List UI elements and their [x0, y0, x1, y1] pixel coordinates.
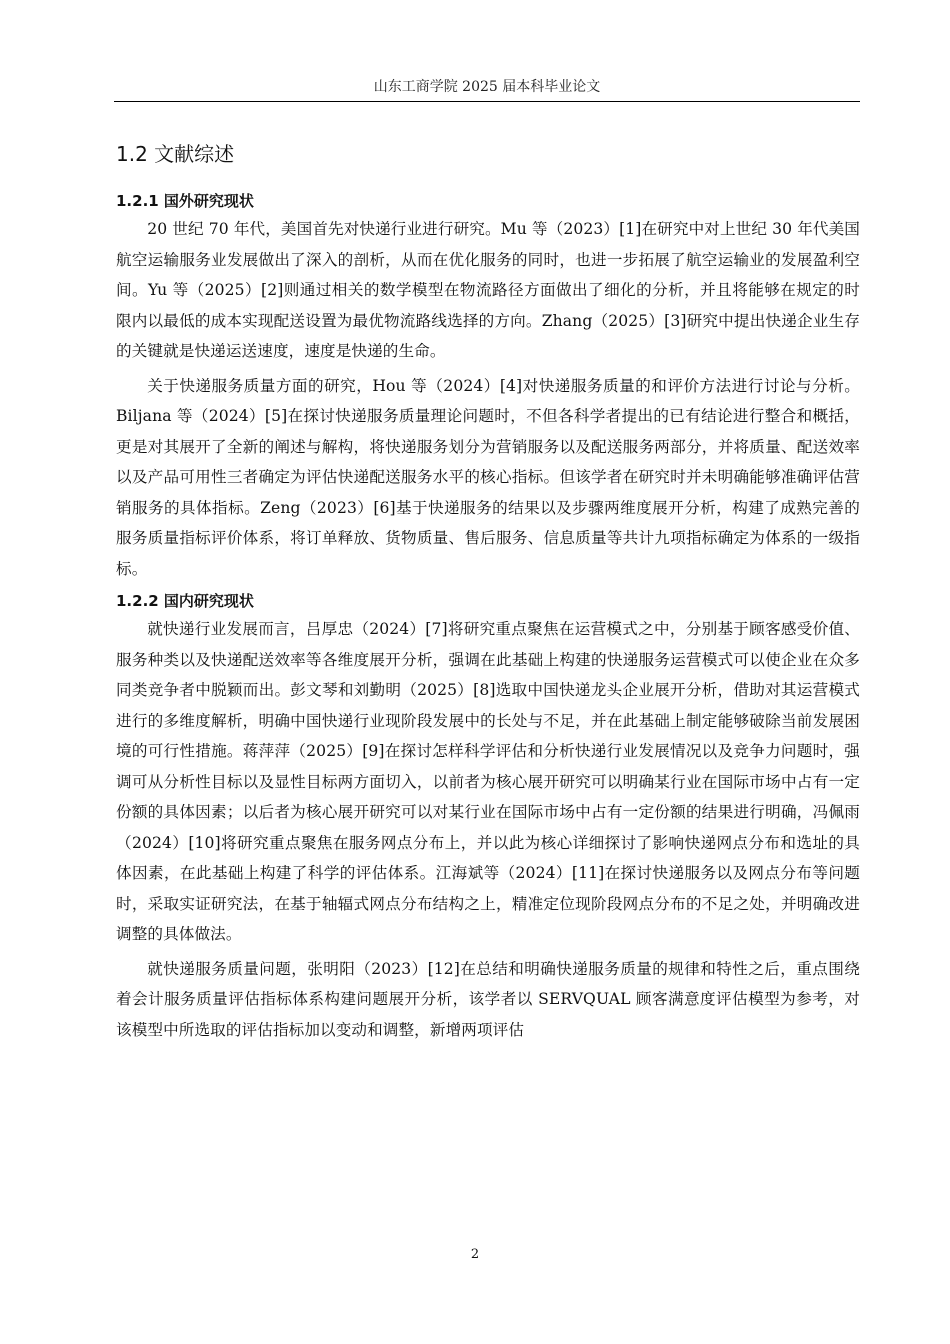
- paragraph: 关于快递服务质量方面的研究，Hou 等（2024）[4]对快递服务质量的和评价方法进行讨论与分析。Biljana 等（2024）[5]在探讨快递服务质量理论问题时，不但各科学者提出的已有结论进行整合和概括，更是对其展开了全新的阐述与解构，将快递服务划分为营销服务以及配送服务两部分，并将质量、配送效率以及产品可用性三者确定为评估快递配送服务水平的核心指标。但该学者在研究时并未明确能够准确评估营销服务的具体指标。Zeng（2023）[6]基于快递服务的结果以及步骤两维度展开分析，构建了成熟完善的服务质量指标评价体系，将订单释放、货物质量、售后服务、信息质量等共计九项指标确定为体系的一级指标。: [116, 376, 860, 578]
- subsection-title-domestic: 1.2.2 国内研究现状: [116, 592, 254, 610]
- header-rule: [114, 101, 860, 102]
- subsection-title-foreign: 1.2.1 国外研究现状: [116, 192, 254, 210]
- paragraph: 20 世纪 70 年代，美国首先对快递行业进行研究。Mu 等（2023）[1]在研究中对上世纪 30 年代美国航空运输服务业发展做出了深入的剖析，从而在优化服务的同时，也进一步拓展了航空运输业的发展盈利空间。Yu 等（2025）[2]则通过相关的数学模型在物流路径方面做出了细化的分析，并且将能够在规定的时限内以最低的成本实现配送设置为最优物流路线选择的方向。Zhang（2025）[3]研究中提出快递企业生存的关键就是快递运送速度，速度是快递的生命。: [116, 220, 860, 360]
- main-content: [116, 140, 860, 1049]
- section-title: 1.2 文献综述: [116, 142, 235, 166]
- running-header: 山东工商学院 2025 届本科毕业论文: [373, 79, 601, 95]
- page-number: 2: [470, 1247, 480, 1262]
- paragraph: 就快递行业发展而言，吕厚忠（2024）[7]将研究重点聚焦在运营模式之中，分别基于顾客感受价值、服务种类以及快递配送效率等各维度展开分析，强调在此基础上构建的快递服务运营模式可以使企业在众多同类竞争者中脱颖而出。彭文琴和刘勤明（2025）[8]选取中国快递龙头企业展开分析，借助对其运营模式进行的多维度解析，明确中国快递行业现阶段发展中的长处与不足，并在此基础上制定能够破除当前发展困境的可行性措施。蒋萍萍（2025）[9]在探讨怎样科学评估和分析快递行业发展情况以及竞争力问题时，强调可从分析性目标以及显性目标两方面切入，以前者为核心展开研究可以明确某行业在国际市场中占有一定份额的具体因素；以后者为核心展开研究可以对某行业在国际市场中占有一定份额的结果进行明确，冯佩雨（2024）[10]将研究重点聚焦在服务网点分布上，并以此为核心详细探讨了影响快递网点分布和选址的具体因素，在此基础上构建了科学的评估体系。江海斌等（2024）[11]在探讨快递服务以及网点分布等问题时，采取实证研究法，在基于轴辐式网点分布结构之上，精准定位现阶段网点分布的不足之处，并明确改进调整的具体做法。: [116, 620, 860, 943]
- paragraph: 就快递服务质量问题，张明阳（2023）[12]在总结和明确快递服务质量的规律和特性之后，重点围绕着会计服务质量评估指标体系构建问题展开分析，该学者以 SERVQUAL 顾客满意度评估模型为参考，对该模型中所选取的评估指标加以变动和调整，新增两项评估: [116, 959, 860, 1039]
